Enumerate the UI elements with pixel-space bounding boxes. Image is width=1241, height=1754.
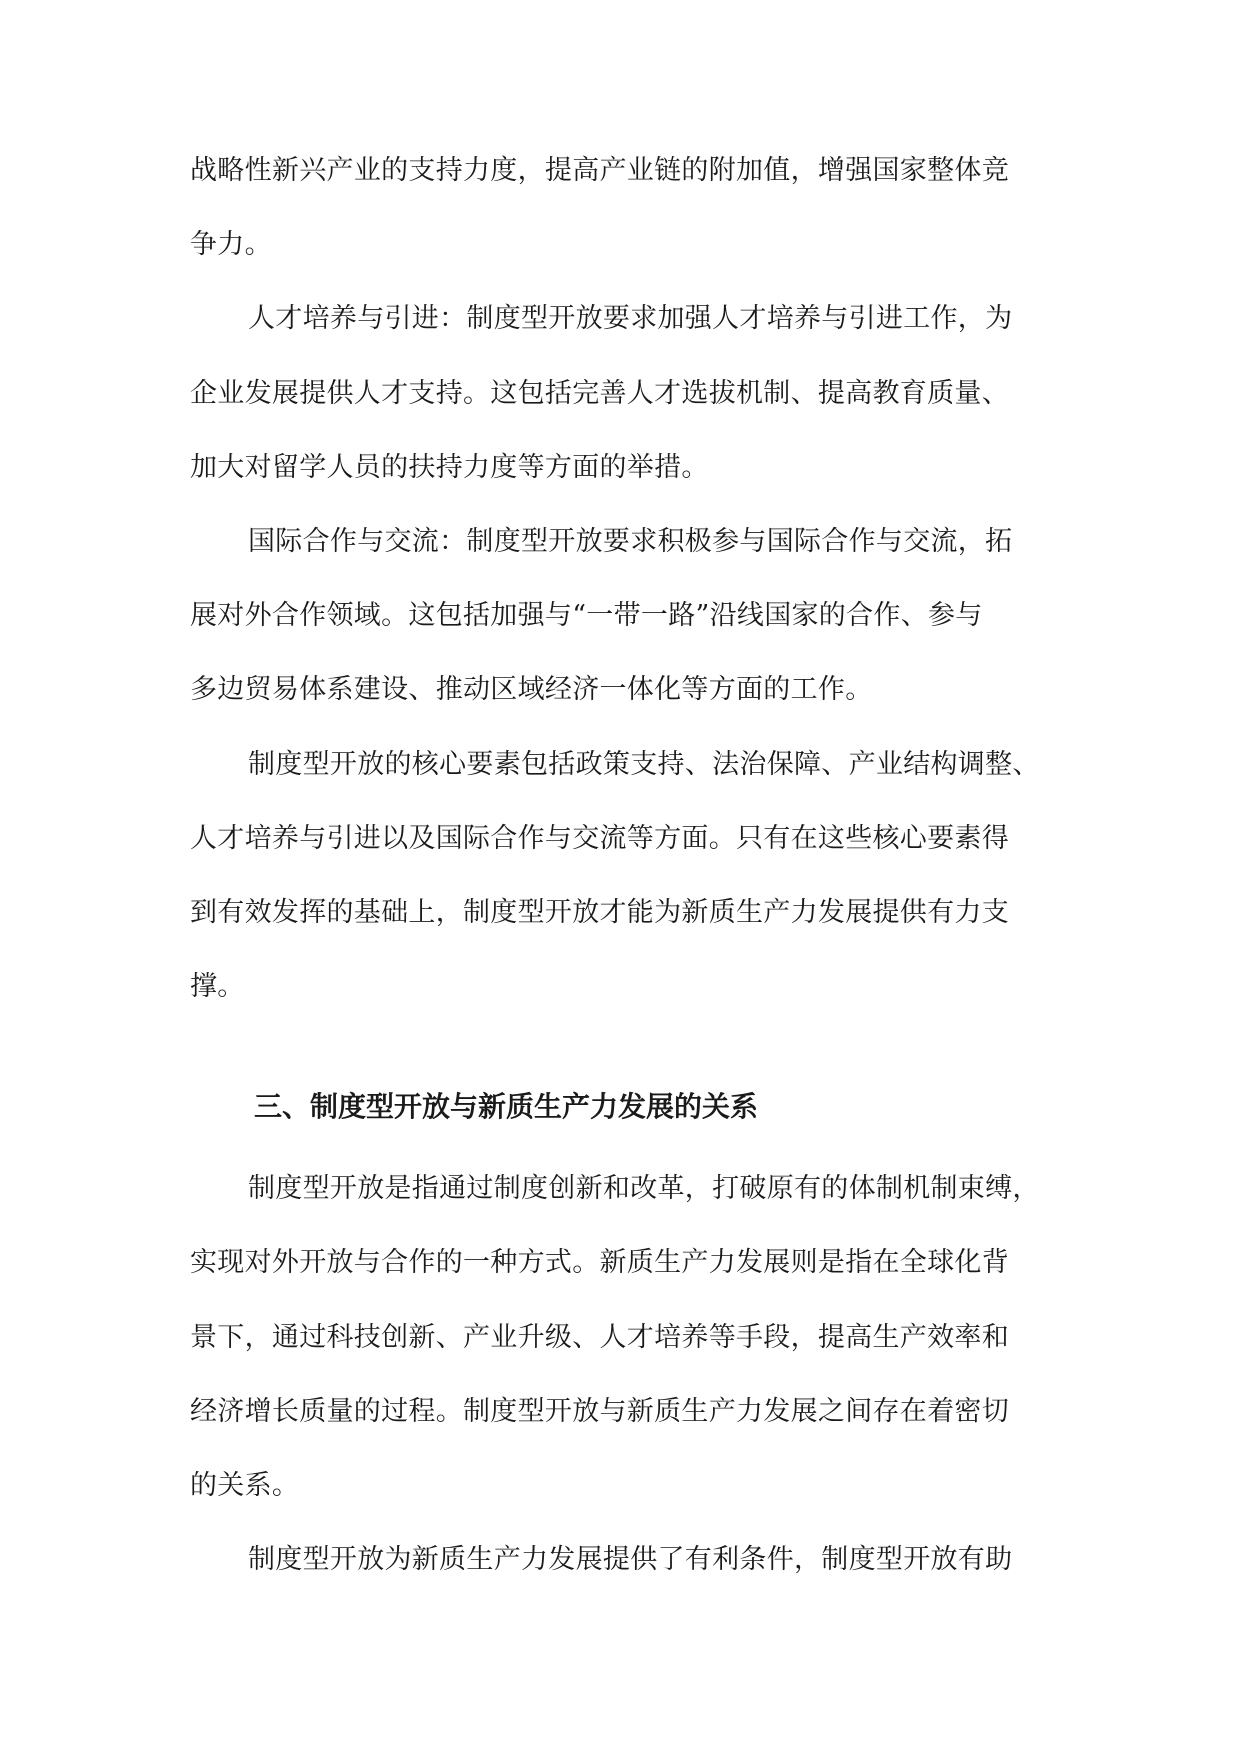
text-line: 争力。 [190,229,272,261]
paragraph-international-cooperation [190,505,1070,728]
text-line: 战略性新兴产业的支持力度，提高产业链的附加值，增强国家整体竞 [190,155,1009,186]
document-body [190,134,1070,1597]
text-line: 多边贸易体系建设、推动区域经济一体化等方面的工作。 [190,674,873,706]
paragraph-favorable-conditions [190,1523,1070,1597]
text-line: 实现对外开放与合作的一种方式。新质生产力发展则是指在全球化背 [190,1247,1009,1279]
paragraph-industry-continuation [190,134,1070,282]
paragraph-talent [190,282,1070,505]
text-line: 撑。 [190,971,245,1003]
text-line: 经济增长质量的过程。制度型开放与新质生产力发展之间存在着密切 [190,1395,1009,1427]
text-line: 到有效发挥的基础上，制度型开放才能为新质生产力发展提供有力支 [190,896,1009,928]
text-line: 企业发展提供人才支持。这包括完善人才选拔机制、提高教育质量、 [190,377,1009,409]
text-line: 加大对留学人员的扶持力度等方面的举措。 [190,451,709,483]
text-line: 制度型开放的核心要素包括政策支持、法治保障、产业结构调整、 [248,748,1040,780]
section-spacer [190,1024,1070,1062]
text-line: 展对外合作领域。这包括加强与“一带一路”沿线国家的合作、参与 [190,600,983,632]
text-line: 的关系。 [190,1470,300,1501]
text-line: 国际合作与交流：制度型开放要求积极参与国际合作与交流，拓 [248,525,1013,557]
text-line: 人才培养与引进：制度型开放要求加强人才培养与引进工作，为 [248,303,1013,335]
paragraph-core-elements [190,728,1070,1025]
text-line: 人才培养与引进以及国际合作与交流等方面。只有在这些核心要素得 [190,822,1009,854]
text-line: 景下，通过科技创新、产业升级、人才培养等手段，提高生产效率和 [190,1321,1009,1353]
text-line: 制度型开放是指通过制度创新和改革，打破原有的体制机制束缚， [248,1173,1040,1205]
paragraph-relationship-definition [190,1152,1070,1523]
section-heading: 三、制度型开放与新质生产力发展的关系 [254,1090,759,1124]
text-line: 制度型开放为新质生产力发展提供了有利条件，制度型开放有助 [248,1544,1013,1576]
